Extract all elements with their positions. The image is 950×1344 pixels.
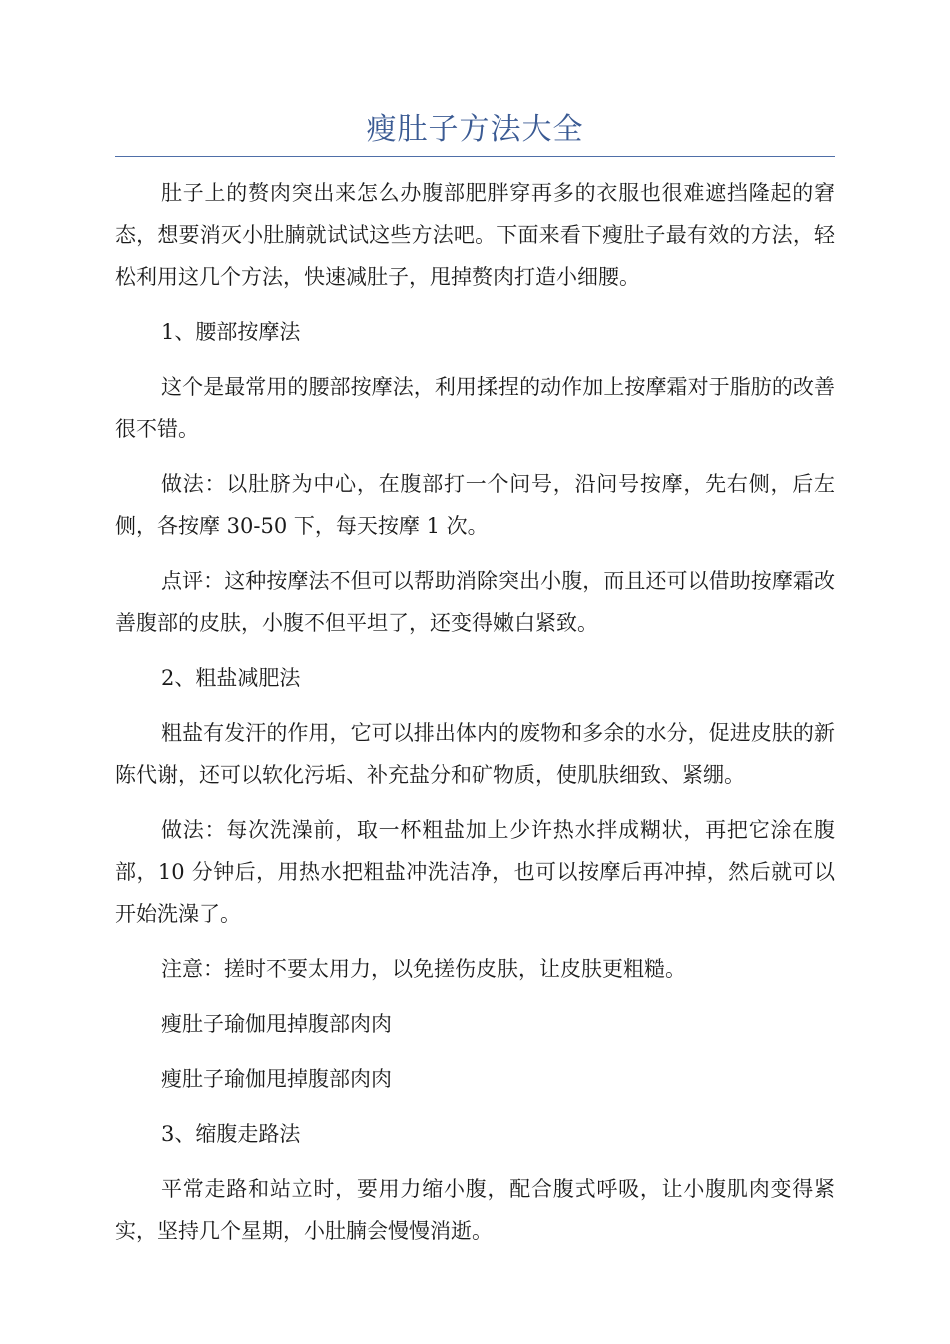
page-title: 瘦肚子方法大全 <box>366 112 584 147</box>
paragraph-coarse-salt-note: 注意：搓时不要太用力，以免搓伤皮肤，让皮肤更粗糙。 <box>161 957 686 981</box>
section-heading-abdomen-walk: 3、缩腹走路法 <box>161 1122 301 1146</box>
paragraph-waist-massage-intro: 这个是最常用的腰部按摩法，利用揉捏的动作加上按摩霜对于脂肪的改善很不错。 <box>115 375 835 441</box>
paragraph-abdomen-walk: 平常走路和站立时，要用力缩小腹，配合腹式呼吸，让小腹肌肉变得紧实，坚持几个星期，小肚腩会慢慢消逝。 <box>115 1177 835 1243</box>
document-body <box>115 172 835 1252</box>
section-heading-coarse-salt: 2、粗盐减肥法 <box>161 666 301 690</box>
paragraph-waist-massage-method: 做法：以肚脐为中心，在腹部打一个问号，沿问号按摩，先右侧，后左侧，各按摩 30-50 下，每天按摩 1 次。 <box>115 472 835 538</box>
title-block <box>115 108 835 157</box>
paragraph-yoga-line-1: 瘦肚子瑜伽甩掉腹部肉肉 <box>161 1012 392 1036</box>
section-heading-waist-massage: 1、腰部按摩法 <box>161 320 301 344</box>
paragraph-waist-massage-comment: 点评：这种按摩法不但可以帮助消除突出小腹，而且还可以借助按摩霜改善腹部的皮肤，小腹不但平坦了，还变得嫩白紧致。 <box>115 569 835 635</box>
paragraph-coarse-salt-method: 做法：每次洗澡前，取一杯粗盐加上少许热水拌成糊状，再把它涂在腹部，10 分钟后，用热水把粗盐冲洗洁净，也可以按摩后再冲掉，然后就可以开始洗澡了。 <box>115 818 835 926</box>
paragraph-coarse-salt-intro: 粗盐有发汗的作用，它可以排出体内的废物和多余的水分，促进皮肤的新陈代谢，还可以软化污垢、补充盐分和矿物质，使肌肤细致、紧绷。 <box>115 721 835 787</box>
paragraph-yoga-line-2: 瘦肚子瑜伽甩掉腹部肉肉 <box>161 1067 392 1091</box>
intro-paragraph: 肚子上的赘肉突出来怎么办腹部肥胖穿再多的衣服也很难遮挡隆起的窘态，想要消灭小肚腩就试试这些方法吧。下面来看下瘦肚子最有效的方法，轻松利用这几个方法，快速减肚子，甩掉赘肉打造小细腰。 <box>115 181 835 289</box>
